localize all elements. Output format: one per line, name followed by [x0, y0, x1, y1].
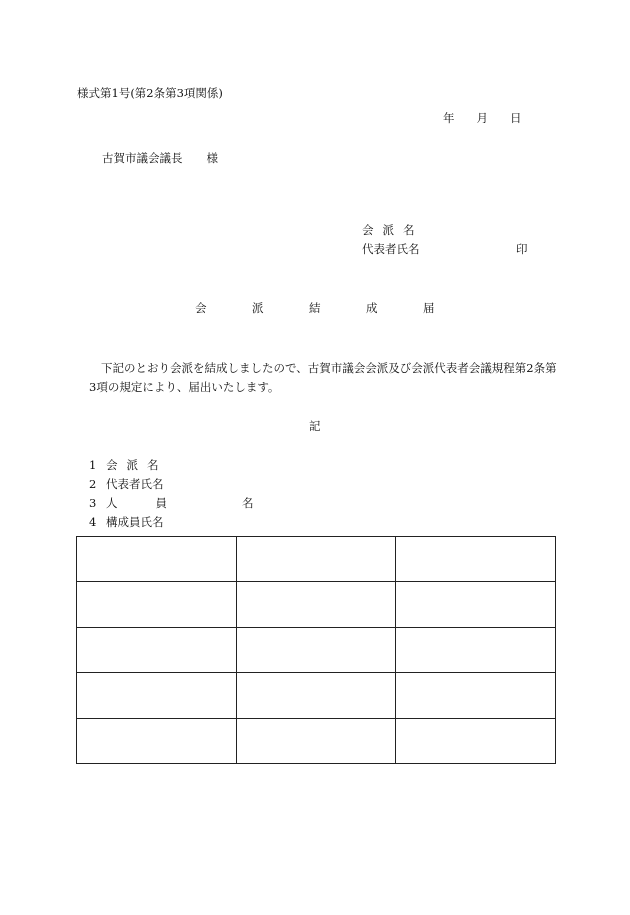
- title-char: 届: [423, 301, 435, 315]
- item-label: 構成員氏名: [106, 515, 164, 529]
- item-faction-name: [89, 458, 168, 472]
- item-unit: 名: [242, 496, 254, 510]
- member-name-cell[interactable]: [77, 582, 237, 627]
- item-member-names: [89, 515, 164, 529]
- member-name-cell[interactable]: [396, 537, 556, 582]
- item-number: 3: [89, 496, 97, 510]
- item-number: 2: [89, 477, 97, 491]
- member-name-cell[interactable]: [396, 673, 556, 718]
- body-text: 下記のとおり会派を結成しましたので、古賀市議会会派及び会派代表者会議規程第2条第3項の規定により、届出いたします。: [89, 361, 557, 394]
- form-number: 様式第1号(第2条第3項関係): [77, 86, 223, 100]
- table-row: [77, 537, 556, 582]
- member-name-cell[interactable]: [396, 582, 556, 627]
- title-char: 結: [309, 301, 321, 315]
- item-number: 1: [89, 458, 97, 472]
- member-name-cell[interactable]: [236, 582, 396, 627]
- member-name-cell[interactable]: [396, 718, 556, 763]
- member-name-cell[interactable]: [77, 718, 237, 763]
- addressee-name: 古賀市議会議長: [102, 151, 183, 165]
- date-year: 年: [443, 111, 455, 125]
- item-number: 4: [89, 515, 97, 529]
- item-label: 人員: [106, 496, 205, 510]
- item-label: 会派名: [106, 458, 168, 472]
- table-row: [77, 627, 556, 672]
- member-name-cell[interactable]: [77, 537, 237, 582]
- table-row: [77, 673, 556, 718]
- member-name-cell[interactable]: [77, 627, 237, 672]
- seal-mark: 印: [516, 242, 528, 256]
- member-name-cell[interactable]: [236, 673, 396, 718]
- table-row: [77, 718, 556, 763]
- item-label: 代表者氏名: [106, 477, 164, 491]
- representative-label: 代表者氏名: [362, 242, 420, 256]
- table-row: [77, 582, 556, 627]
- honorific: 様: [206, 151, 218, 165]
- addressee: [102, 151, 218, 165]
- member-name-cell[interactable]: [236, 718, 396, 763]
- title-char: 会: [195, 301, 207, 315]
- date-month: 月: [476, 111, 488, 125]
- date-line: [443, 111, 522, 125]
- date-day: 日: [510, 111, 522, 125]
- item-headcount: [89, 496, 254, 510]
- faction-name-label: 会派名: [362, 223, 424, 237]
- member-name-cell[interactable]: [77, 673, 237, 718]
- document-title: [195, 301, 480, 315]
- member-name-cell[interactable]: [236, 627, 396, 672]
- ki-heading: 記: [309, 419, 321, 433]
- title-char: 派: [252, 301, 264, 315]
- member-name-cell[interactable]: [236, 537, 396, 582]
- item-representative: [89, 477, 164, 491]
- member-name-cell[interactable]: [396, 627, 556, 672]
- title-char: 成: [366, 301, 378, 315]
- member-names-table: [76, 536, 556, 764]
